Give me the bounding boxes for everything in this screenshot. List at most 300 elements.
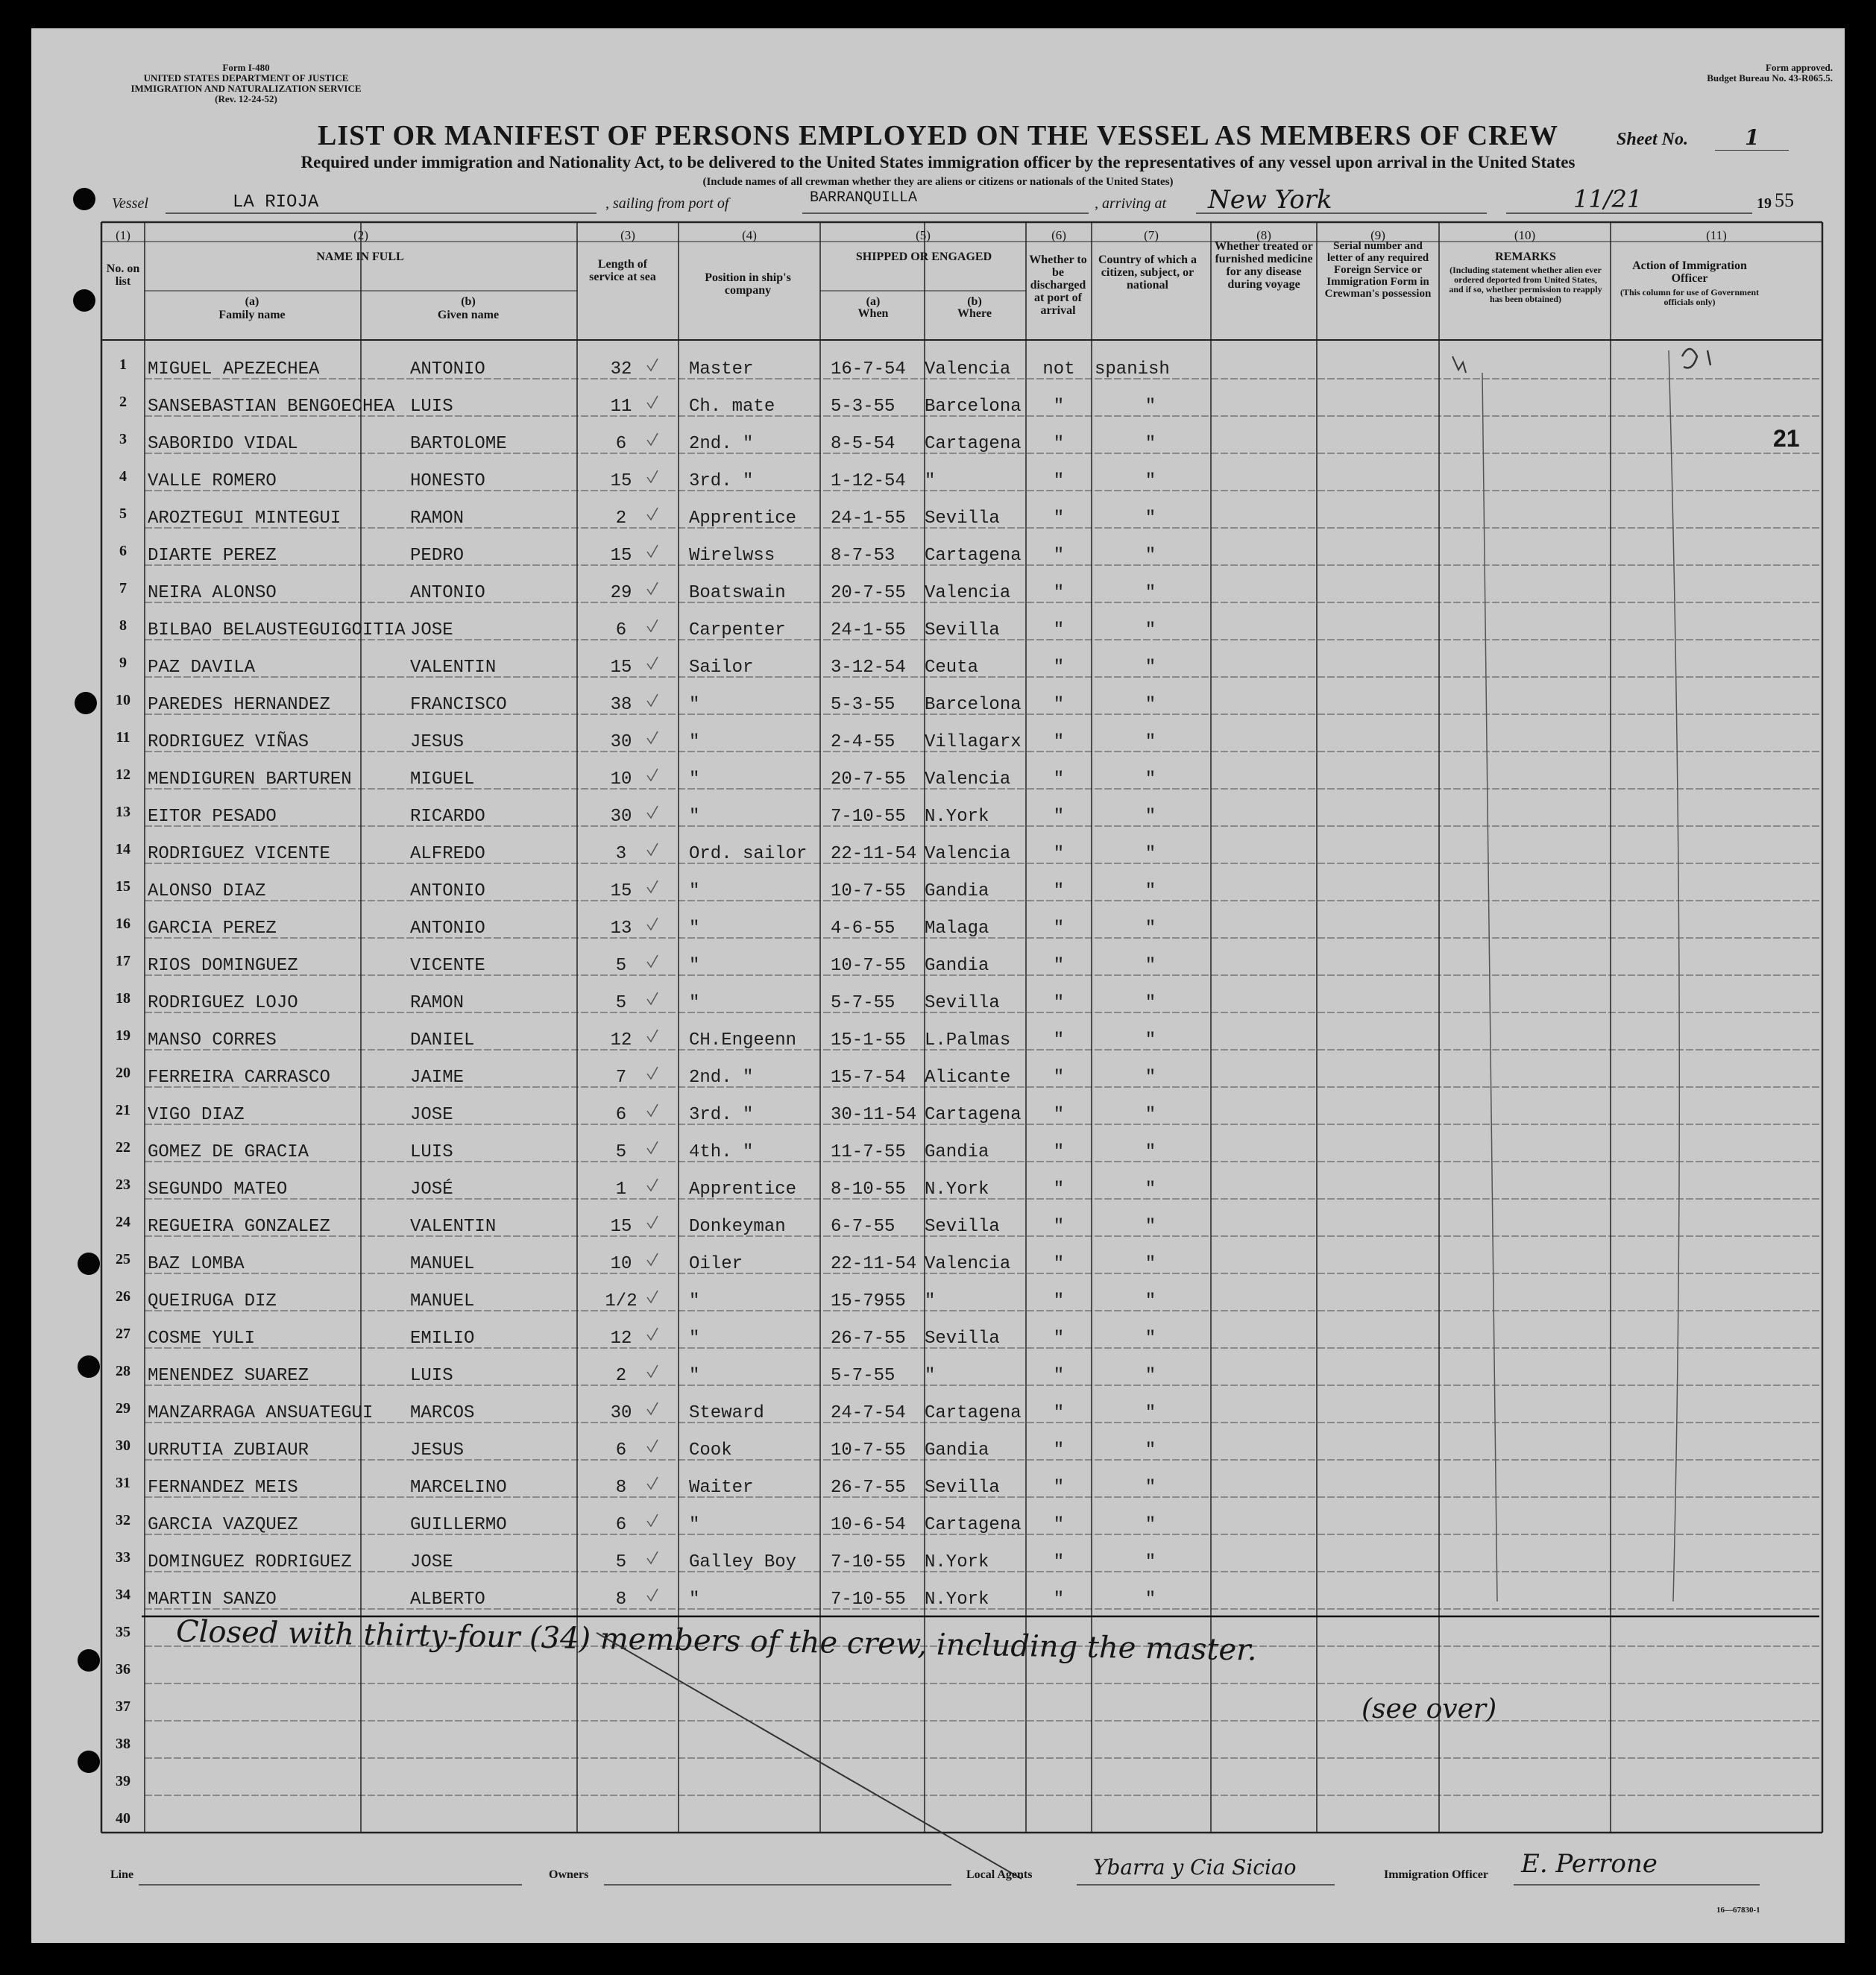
family-name: AROZTEGUI MINTEGUI	[148, 508, 341, 529]
length-of-service: 10	[610, 1254, 632, 1274]
citizenship: "	[1145, 1254, 1156, 1274]
family-name: MIGUEL APEZECHEA	[148, 359, 320, 379]
given-name: RAMON	[410, 993, 465, 1013]
shipped-when: 7-10-55	[831, 1552, 906, 1572]
header-treated: Whether treated or furnished medicine for any disease during voyage	[1215, 240, 1313, 291]
family-name: RODRIGUEZ VICENTE	[148, 844, 330, 864]
discharge-status: "	[1053, 658, 1065, 678]
shipped-when: 7-10-55	[831, 1590, 906, 1610]
given-name: MARCOS	[410, 1403, 475, 1423]
shipped-where: Sevilla	[925, 1478, 1000, 1498]
sheet-label: Sheet No.	[1617, 130, 1688, 149]
length-of-service: 10	[610, 769, 632, 790]
ship-position: "	[689, 1366, 700, 1386]
shipped-where: Gandia	[925, 1142, 989, 1162]
ship-position: Cook	[689, 1440, 732, 1461]
row-number: 36	[116, 1661, 130, 1678]
ship-position: "	[689, 1590, 700, 1610]
row-number: 34	[116, 1587, 130, 1603]
row-number: 30	[116, 1437, 130, 1454]
ship-position: "	[689, 1329, 700, 1349]
family-name: URRUTIA ZUBIAUR	[148, 1440, 309, 1461]
shipped-when: 10-6-54	[831, 1515, 906, 1535]
ship-position: Carpenter	[689, 620, 786, 640]
discharge-status: "	[1053, 583, 1065, 603]
header-where: Where	[957, 307, 992, 320]
discharge-status: "	[1053, 844, 1065, 864]
length-of-service: 8	[615, 1590, 627, 1610]
header-given-b: (b)	[461, 295, 476, 308]
sheet-number: 1	[1715, 125, 1789, 151]
arrival-port: New York	[1208, 185, 1332, 215]
footer-line-label: Line	[110, 1868, 134, 1881]
budget-bureau-number: Budget Bureau No. 43-R065.5.	[1707, 72, 1833, 84]
header-remarks-note: (Including statement whether alien ever ordered deported from United States, and if so, whether permission to reapply has been obtained)	[1449, 265, 1602, 304]
given-name: ANTONIO	[410, 359, 485, 379]
shipped-when: 2-4-55	[831, 732, 895, 752]
shipped-where: Valencia	[925, 359, 1011, 379]
ship-position: Wirelwss	[689, 546, 775, 566]
family-name: BAZ LOMBA	[148, 1254, 245, 1274]
shipped-where: Valencia	[925, 583, 1011, 603]
family-name: ALONSO DIAZ	[148, 881, 266, 901]
shipped-where: Sevilla	[925, 1329, 1000, 1349]
shipped-where: Valencia	[925, 1254, 1011, 1274]
ship-position: 4th. "	[689, 1142, 754, 1162]
family-name: PAREDES HERNANDEZ	[148, 695, 330, 715]
row-number: 25	[116, 1251, 130, 1267]
discharge-status: "	[1053, 620, 1065, 640]
ship-position: Apprentice	[689, 508, 797, 529]
length-of-service: 2	[615, 1366, 627, 1386]
ship-position: "	[689, 881, 700, 901]
row-number: 4	[119, 468, 127, 485]
ship-position: "	[689, 919, 700, 939]
row-number: 35	[116, 1624, 130, 1640]
citizenship: "	[1145, 1142, 1156, 1162]
length-of-service: 1/2	[605, 1291, 638, 1311]
citizenship: "	[1145, 1179, 1156, 1200]
shipped-where: Ceuta	[925, 658, 979, 678]
ship-position: Oiler	[689, 1254, 743, 1274]
header-no-on-list: No. on list	[106, 262, 140, 288]
closing-note: Closed with thirty-four (34) members of the crew, including the master.	[175, 1614, 1257, 1668]
length-of-service: 30	[610, 732, 632, 752]
ship-position: "	[689, 1515, 700, 1535]
discharge-status: "	[1053, 434, 1065, 454]
length-of-service: 30	[610, 1403, 632, 1423]
see-over-note: (see over)	[1362, 1694, 1497, 1724]
year-prefix: 19	[1757, 195, 1772, 212]
shipped-where: N.York	[925, 1552, 989, 1572]
shipped-where: Malaga	[925, 919, 989, 939]
citizenship: "	[1145, 732, 1156, 752]
ship-position: Apprentice	[689, 1179, 797, 1200]
arriving-label: , arriving at	[1095, 195, 1167, 212]
footer-agents-label: Local Agents	[966, 1868, 1033, 1881]
header-when: When	[857, 307, 889, 320]
row-number: 40	[116, 1810, 130, 1827]
discharge-status: "	[1053, 732, 1065, 752]
discharge-status: "	[1053, 1030, 1065, 1051]
discharge-status: "	[1053, 1478, 1065, 1498]
shipped-when: 15-7955	[831, 1291, 906, 1311]
header-family-a: (a)	[245, 295, 259, 308]
family-name: NEIRA ALONSO	[148, 583, 277, 603]
column-number: (6)	[1051, 228, 1066, 242]
row-number: 28	[116, 1363, 130, 1379]
given-name: FRANCISCO	[410, 695, 507, 715]
port-of-departure: BARRANQUILLA	[810, 189, 918, 207]
citizenship: "	[1145, 471, 1156, 491]
header-action: Action of Immigration Officer	[1632, 259, 1747, 285]
given-name: JOSE	[410, 1105, 453, 1125]
header-name-in-full: NAME IN FULL	[316, 251, 404, 263]
family-name: MANSO CORRES	[148, 1030, 277, 1051]
length-of-service: 30	[610, 807, 632, 827]
discharge-status: "	[1053, 508, 1065, 529]
discharge-status: "	[1053, 1590, 1065, 1610]
row-number: 23	[116, 1177, 130, 1193]
row-number: 32	[116, 1512, 130, 1528]
length-of-service: 5	[615, 1552, 627, 1572]
citizenship: "	[1145, 993, 1156, 1013]
discharge-status: "	[1053, 546, 1065, 566]
given-name: JOSE	[410, 620, 453, 640]
discharge-status: "	[1053, 1291, 1065, 1311]
citizenship: "	[1145, 1030, 1156, 1051]
family-name: REGUEIRA GONZALEZ	[148, 1217, 330, 1237]
ship-position: Ch. mate	[689, 397, 775, 417]
row-number: 24	[116, 1214, 130, 1230]
length-of-service: 5	[615, 1142, 627, 1162]
row-number: 27	[116, 1326, 130, 1342]
given-name: MARCELINO	[410, 1478, 507, 1498]
shipped-when: 20-7-55	[831, 769, 906, 790]
ship-position: 3rd. "	[689, 471, 754, 491]
length-of-service: 2	[615, 508, 627, 529]
shipped-where: Cartagena	[925, 1105, 1022, 1125]
discharge-status: "	[1053, 1515, 1065, 1535]
citizenship: "	[1145, 881, 1156, 901]
shipped-when: 24-1-55	[831, 620, 906, 640]
shipped-when: 8-5-54	[831, 434, 895, 454]
length-of-service: 11	[610, 397, 632, 417]
discharge-status: "	[1053, 1329, 1065, 1349]
shipped-where: Barcelona	[925, 397, 1022, 417]
shipped-when: 6-7-55	[831, 1217, 895, 1237]
row-number: 21	[116, 1102, 130, 1118]
length-of-service: 5	[615, 956, 627, 976]
shipped-where: Cartagena	[925, 1515, 1022, 1535]
column-number: (1)	[116, 228, 130, 242]
length-of-service: 3	[615, 844, 627, 864]
row-number: 7	[119, 580, 127, 596]
column-number: (5)	[916, 228, 931, 242]
discharge-status: "	[1053, 471, 1065, 491]
row-number: 3	[119, 431, 127, 447]
length-of-service: 15	[610, 471, 632, 491]
header-serial: Serial number and letter of any required Foreign Service or Immigration Form in Crewman's possession	[1324, 240, 1432, 300]
shipped-where: L.Palmas	[925, 1030, 1011, 1051]
citizenship: "	[1145, 1105, 1156, 1125]
discharge-status: "	[1053, 769, 1065, 790]
column-number: (3)	[620, 228, 635, 242]
given-name: JAIME	[410, 1068, 465, 1088]
ship-position: "	[689, 807, 700, 827]
form-revision: (Rev. 12-24-52)	[215, 93, 277, 104]
family-name: SANSEBASTIAN BENGOECHEA	[148, 397, 395, 417]
citizenship: "	[1145, 844, 1156, 864]
family-name: SABORIDO VIDAL	[148, 434, 298, 454]
shipped-when: 10-7-55	[831, 1440, 906, 1461]
shipped-when: 24-1-55	[831, 508, 906, 529]
discharge-status: "	[1053, 1254, 1065, 1274]
citizenship: "	[1145, 658, 1156, 678]
family-name: MARTIN SANZO	[148, 1590, 277, 1610]
shipped-where: Sevilla	[925, 508, 1000, 529]
shipped-when: 10-7-55	[831, 956, 906, 976]
length-of-service: 15	[610, 1217, 632, 1237]
shipped-where: Cartagena	[925, 1403, 1022, 1423]
discharge-status: "	[1053, 1142, 1065, 1162]
length-of-service: 6	[615, 620, 627, 640]
arrival-date: 11/21	[1573, 185, 1643, 213]
ship-position: "	[689, 769, 700, 790]
shipped-where: Cartagena	[925, 546, 1022, 566]
length-of-service: 6	[615, 1515, 627, 1535]
length-of-service: 6	[615, 1105, 627, 1125]
service-name: IMMIGRATION AND NATURALIZATION SERVICE	[130, 83, 362, 94]
given-name: PEDRO	[410, 546, 465, 566]
length-of-service: 6	[615, 1440, 627, 1461]
citizenship: "	[1145, 1068, 1156, 1088]
footer-officer-label: Immigration Officer	[1384, 1868, 1488, 1881]
row-number: 1	[119, 356, 127, 373]
shipped-when: 5-3-55	[831, 397, 895, 417]
ship-position: "	[689, 695, 700, 715]
length-of-service: 32	[610, 359, 632, 379]
row-number: 8	[119, 617, 127, 634]
citizenship: "	[1145, 1366, 1156, 1386]
row-number: 17	[116, 953, 130, 969]
row-number: 12	[116, 766, 130, 783]
print-code: 16—67830-1	[1716, 1906, 1760, 1915]
form-approved: Form approved.	[1765, 62, 1833, 73]
discharge-status: "	[1053, 397, 1065, 417]
given-name: MIGUEL	[410, 769, 475, 790]
length-of-service: 15	[610, 658, 632, 678]
department-name: UNITED STATES DEPARTMENT OF JUSTICE	[143, 72, 349, 84]
row-number: 26	[116, 1288, 130, 1305]
shipped-where: N.York	[925, 1590, 989, 1610]
citizenship: "	[1145, 1291, 1156, 1311]
family-name: QUEIRUGA DIZ	[148, 1291, 277, 1311]
ship-position: Donkeyman	[689, 1217, 786, 1237]
shipped-when: 11-7-55	[831, 1142, 906, 1162]
discharge-status: "	[1053, 1068, 1065, 1088]
shipped-when: 10-7-55	[831, 881, 906, 901]
form-number: Form I-480	[222, 62, 270, 73]
ship-position: "	[689, 732, 700, 752]
discharge-status: "	[1053, 1366, 1065, 1386]
header-discharged: Whether to be discharged at port of arrival	[1029, 253, 1087, 317]
row-number: 18	[116, 990, 130, 1007]
shipped-when: 24-7-54	[831, 1403, 906, 1423]
shipped-where: Sevilla	[925, 993, 1000, 1013]
family-name: DIARTE PEREZ	[148, 546, 277, 566]
length-of-service: 15	[610, 881, 632, 901]
ship-position: Ord. sailor	[689, 844, 808, 864]
shipped-where: Sevilla	[925, 1217, 1000, 1237]
agents-signature: Ybarra y Cia Siciao	[1093, 1855, 1297, 1880]
shipped-when: 8-10-55	[831, 1179, 906, 1200]
citizenship: "	[1145, 1478, 1156, 1498]
family-name: FERREIRA CARRASCO	[148, 1068, 330, 1088]
header-where-b: (b)	[967, 295, 982, 308]
footer-owners-label: Owners	[549, 1868, 589, 1881]
length-of-service: 12	[610, 1030, 632, 1051]
citizenship: "	[1145, 434, 1156, 454]
shipped-when: 3-12-54	[831, 658, 906, 678]
ship-position: 2nd. "	[689, 434, 754, 454]
citizenship: "	[1145, 919, 1156, 939]
shipped-where: Cartagena	[925, 434, 1022, 454]
row-number: 11	[116, 729, 130, 746]
row-number: 19	[116, 1027, 130, 1044]
shipped-where: "	[925, 1366, 936, 1386]
ship-position: Waiter	[689, 1478, 754, 1498]
page-subtitle: Required under immigration and Nationality Act, to be delivered to the United States immigration officer by the representatives of any vessel upon arrival in the United States	[300, 153, 1576, 171]
row-number: 39	[116, 1773, 130, 1789]
ship-position: Steward	[689, 1403, 764, 1423]
family-name: EITOR PESADO	[148, 807, 277, 827]
citizenship: "	[1145, 1217, 1156, 1237]
given-name: ANTONIO	[410, 583, 485, 603]
citizenship: "	[1145, 1329, 1156, 1349]
row-number: 13	[116, 804, 130, 820]
family-name: SEGUNDO MATEO	[148, 1179, 288, 1200]
shipped-when: 4-6-55	[831, 919, 895, 939]
citizenship: "	[1145, 1515, 1156, 1535]
citizenship: "	[1145, 1552, 1156, 1572]
shipped-where: "	[925, 471, 936, 491]
discharge-status: "	[1053, 1403, 1065, 1423]
column-number: (8)	[1256, 228, 1271, 242]
margin-number: 21	[1773, 425, 1800, 452]
header-remarks: REMARKS	[1495, 251, 1556, 263]
ship-position: 2nd. "	[689, 1068, 754, 1088]
given-name: MANUEL	[410, 1291, 475, 1311]
row-number: 14	[116, 841, 130, 857]
shipped-where: Sevilla	[925, 620, 1000, 640]
row-number: 2	[119, 394, 127, 410]
given-name: VALENTIN	[410, 658, 497, 678]
shipped-when: 22-11-54	[831, 1254, 917, 1274]
family-name: BILBAO BELAUSTEGUIGOITIA	[148, 620, 406, 640]
row-number: 16	[116, 916, 130, 932]
ship-position: "	[689, 1291, 700, 1311]
row-number: 5	[119, 505, 127, 522]
row-number: 10	[116, 692, 130, 708]
sailing-label: , sailing from port of	[605, 195, 729, 212]
given-name: LUIS	[410, 1142, 453, 1162]
discharge-status: "	[1053, 1179, 1065, 1200]
discharge-status: "	[1053, 1105, 1065, 1125]
ship-position: 3rd. "	[689, 1105, 754, 1125]
officer-signature: E. Perrone	[1521, 1849, 1658, 1879]
row-number: 9	[119, 655, 127, 671]
citizenship: "	[1145, 397, 1156, 417]
discharge-status: not	[1042, 359, 1075, 379]
given-name: GUILLERMO	[410, 1515, 507, 1535]
shipped-when: 26-7-55	[831, 1478, 906, 1498]
family-name: GARCIA VAZQUEZ	[148, 1515, 298, 1535]
discharge-status: "	[1053, 695, 1065, 715]
ship-position: CH.Engeenn	[689, 1030, 797, 1051]
given-name: VICENTE	[410, 956, 485, 976]
vessel-name: LA RIOJA	[233, 192, 319, 212]
vessel-label: Vessel	[112, 195, 148, 212]
length-of-service: 38	[610, 695, 632, 715]
given-name: RICARDO	[410, 807, 485, 827]
column-number: (4)	[742, 228, 757, 242]
header-length-service: Length of service at sea	[589, 258, 656, 283]
citizenship: "	[1145, 1403, 1156, 1423]
family-name: MENENDEZ SUAREZ	[148, 1366, 309, 1386]
column-number: (11)	[1706, 228, 1727, 242]
given-name: JESUS	[410, 732, 465, 752]
citizenship: "	[1145, 546, 1156, 566]
ship-position: "	[689, 993, 700, 1013]
shipped-when: 1-12-54	[831, 471, 906, 491]
discharge-status: "	[1053, 919, 1065, 939]
column-number: (2)	[353, 228, 368, 242]
shipped-when: 8-7-53	[831, 546, 895, 566]
shipped-where: Gandia	[925, 1440, 989, 1461]
citizenship: spanish	[1095, 359, 1170, 379]
citizenship: "	[1145, 769, 1156, 790]
given-name: BARTOLOME	[410, 434, 507, 454]
row-number: 15	[116, 878, 130, 895]
family-name: COSME YULI	[148, 1329, 256, 1349]
shipped-where: Valencia	[925, 844, 1011, 864]
header-country: Country of which a citizen, subject, or national	[1098, 253, 1197, 292]
discharge-status: "	[1053, 1440, 1065, 1461]
year-suffix: 55	[1775, 189, 1794, 211]
given-name: JESUS	[410, 1440, 465, 1461]
header-shipped-engaged: SHIPPED OR ENGAGED	[855, 251, 992, 263]
family-name: GARCIA PEREZ	[148, 919, 277, 939]
discharge-status: "	[1053, 1217, 1065, 1237]
family-name: VALLE ROMERO	[148, 471, 277, 491]
given-name: MANUEL	[410, 1254, 475, 1274]
family-name: GOMEZ DE GRACIA	[148, 1142, 309, 1162]
row-number: 20	[116, 1065, 130, 1081]
discharge-status: "	[1053, 881, 1065, 901]
family-name: DOMINGUEZ RODRIGUEZ	[148, 1552, 352, 1572]
length-of-service: 5	[615, 993, 627, 1013]
shipped-when: 22-11-54	[831, 844, 917, 864]
shipped-where: Gandia	[925, 956, 989, 976]
shipped-when: 5-7-55	[831, 1366, 895, 1386]
citizenship: "	[1145, 1590, 1156, 1610]
citizenship: "	[1145, 620, 1156, 640]
given-name: ANTONIO	[410, 919, 485, 939]
given-name: JOSÉ	[410, 1179, 453, 1200]
discharge-status: "	[1053, 1552, 1065, 1572]
given-name: LUIS	[410, 397, 453, 417]
